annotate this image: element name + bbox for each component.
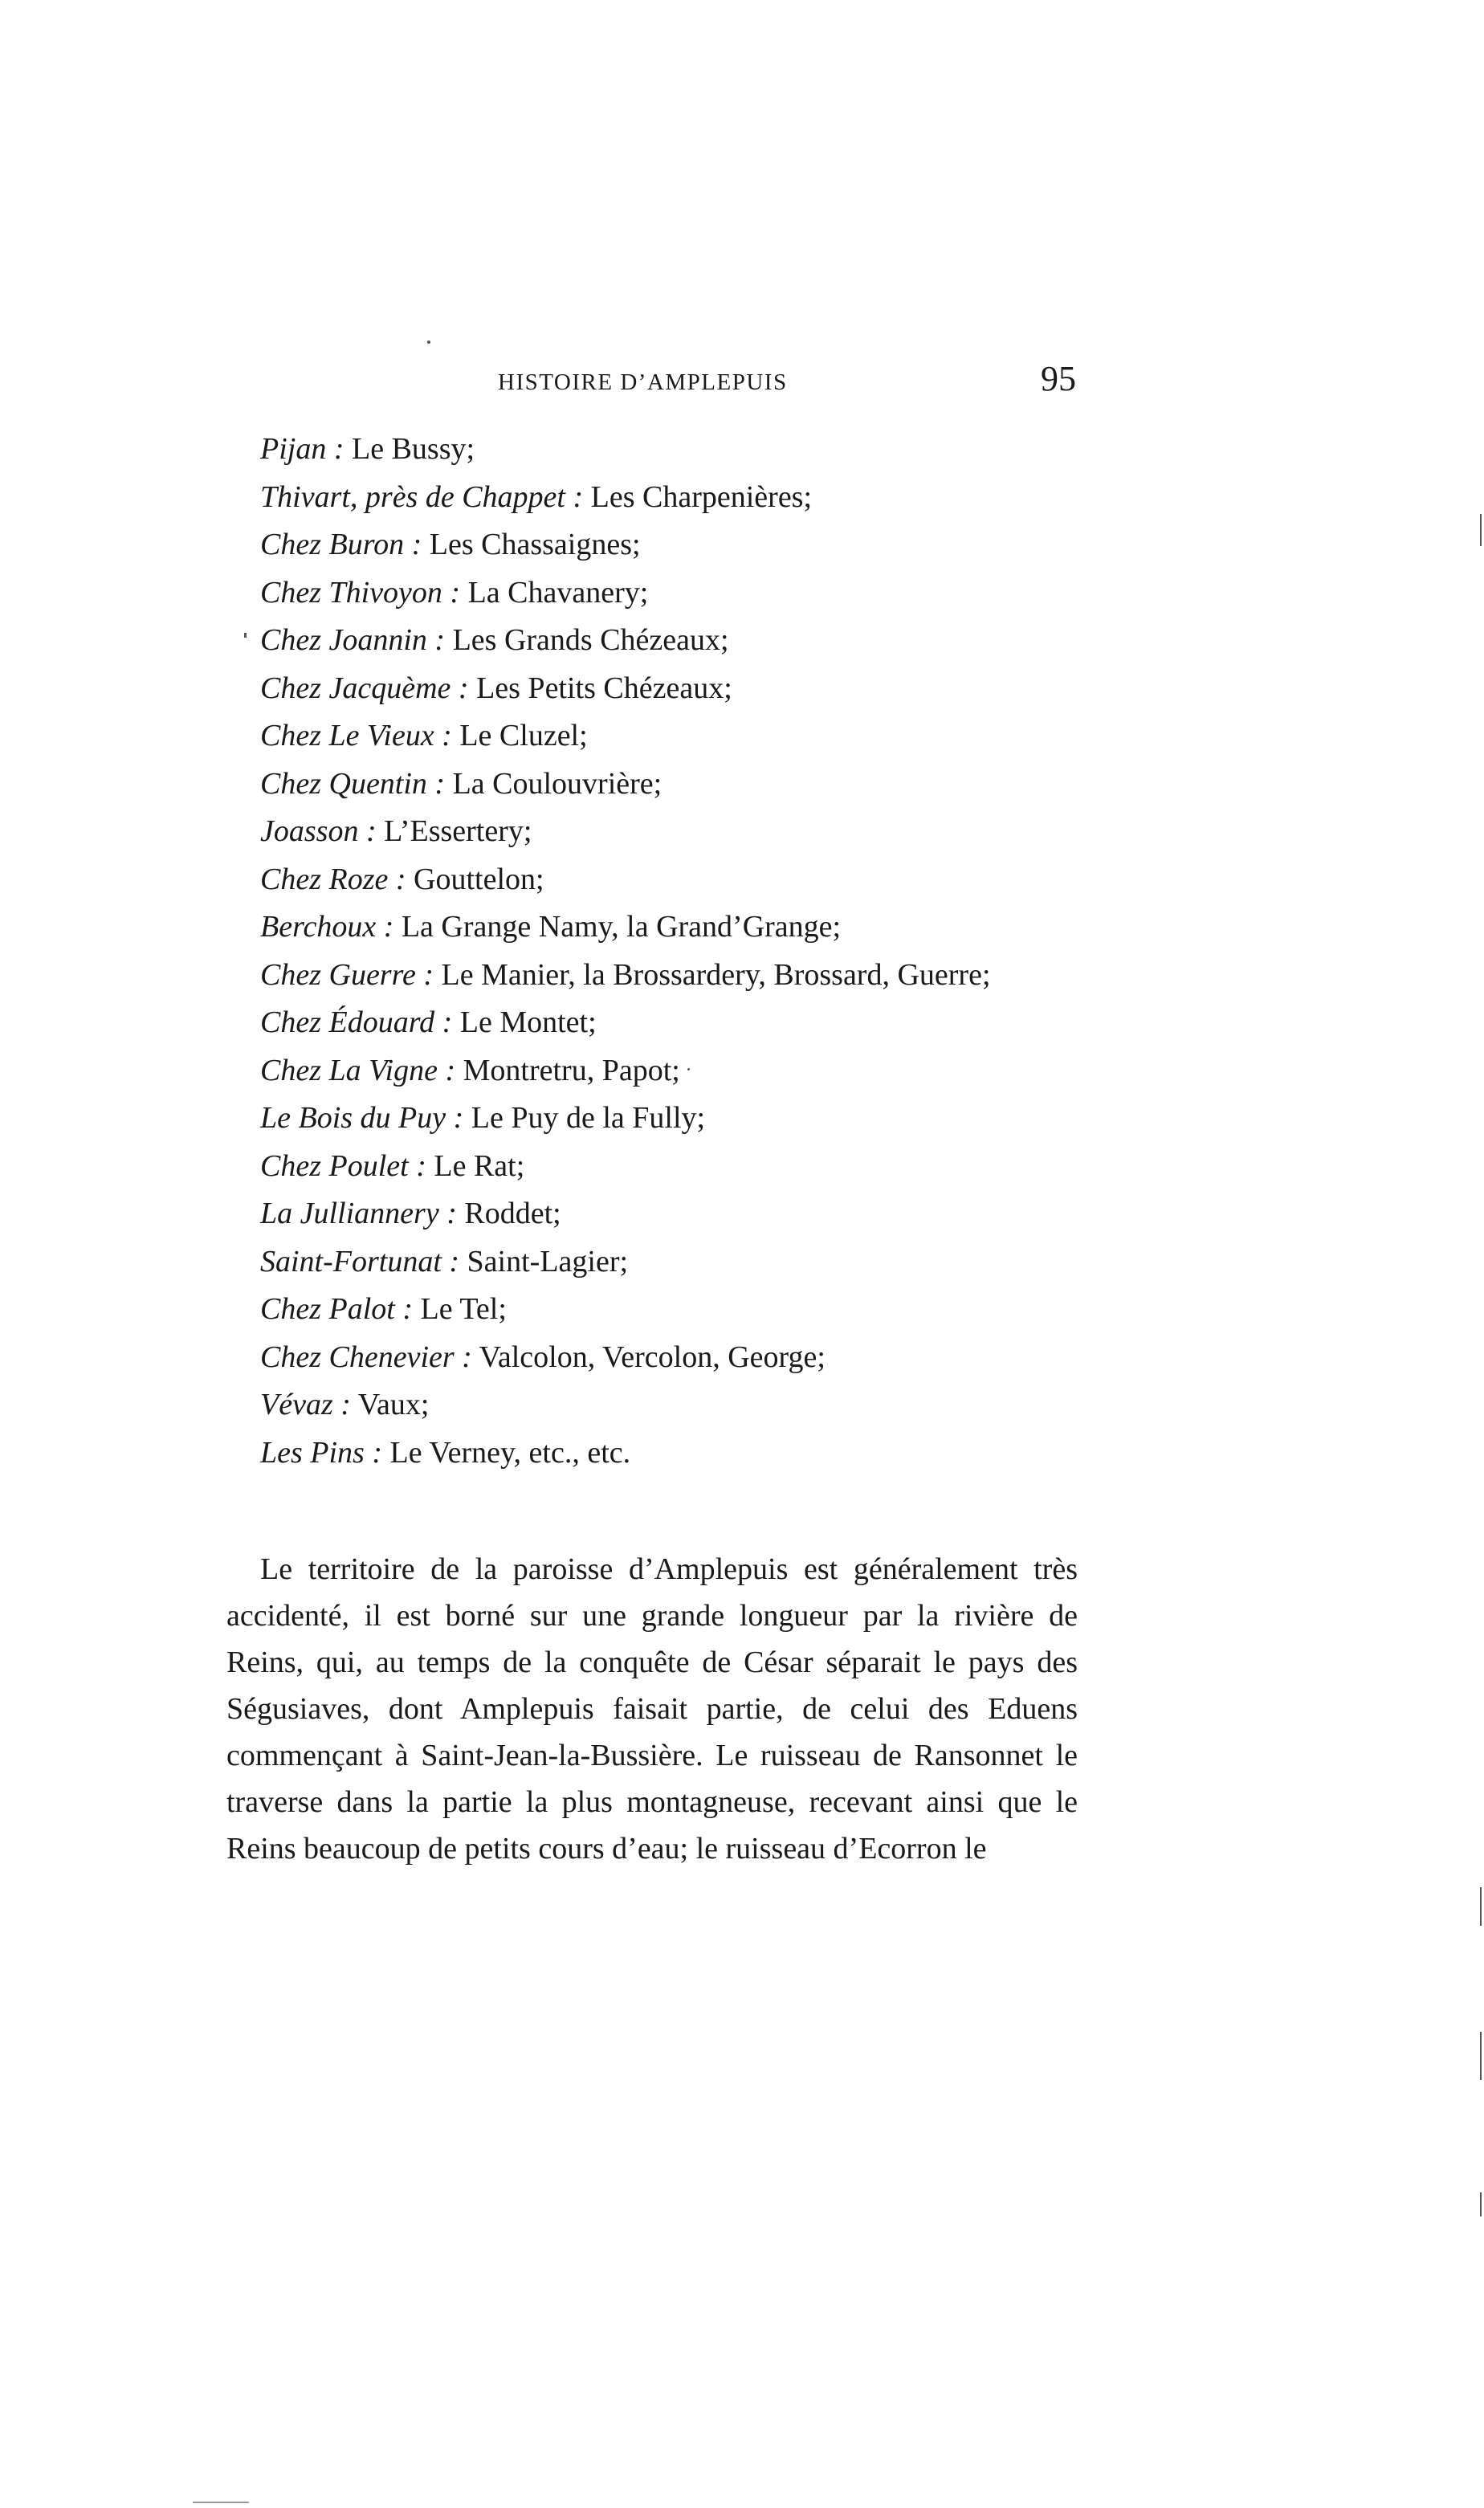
scan-speck xyxy=(427,341,430,344)
entry-place: La Grange Namy, la Grand’Grange; xyxy=(401,910,842,944)
list-item xyxy=(226,761,1086,809)
entry-name: Les Pins : xyxy=(260,1435,382,1470)
entry-name: Pijan : xyxy=(260,432,344,466)
list-item xyxy=(226,474,1086,522)
body-paragraph: Le territoire de la paroisse d’Amplepuis est généralement très accidenté, il est borné sur une grande longueur par la rivière de Reins, qui, au temps de la conquête de César séparait le pays des Ségusiaves, dont Amplepuis faisait partie, de celui des Eduens commençant à Saint-Jean-la-Bussière. Le ruisseau de Ransonnet le traverse dans la partie la plus montagneuse, recevant ainsi que le Reins beaucoup de petits cours d’eau; le ruisseau d’Ecorron le xyxy=(226,1552,1078,1866)
entry-place: Saint-Lagier; xyxy=(467,1244,629,1278)
entry-name: Chez Le Vieux : xyxy=(260,719,452,752)
entry-place: Le Manier, la Brossardery, Brossard, Guerre; xyxy=(441,957,991,992)
entry-place: L’Essertery; xyxy=(384,814,532,848)
list-item xyxy=(226,808,1086,856)
list-item xyxy=(226,1143,1086,1191)
scan-speck xyxy=(687,1068,690,1070)
list-item xyxy=(226,569,1086,618)
entry-place: Les Chassaignes; xyxy=(429,528,641,561)
running-title: HISTOIRE D’AMPLEPUIS xyxy=(498,369,788,395)
entry-place: Valcolon, Vercolon, George; xyxy=(479,1340,826,1374)
list-item xyxy=(226,712,1086,761)
entry-name: La Julliannery : xyxy=(260,1197,457,1230)
list-item xyxy=(226,1095,1086,1143)
entry-name: Thivart, près de Chappet : xyxy=(260,479,584,514)
scan-edge-line xyxy=(193,2502,249,2503)
margin-mark xyxy=(1480,2192,1482,2216)
entry-place: Vaux; xyxy=(357,1388,430,1421)
list-item xyxy=(226,1190,1086,1238)
list-item xyxy=(226,1238,1086,1287)
list-item xyxy=(226,521,1086,569)
list-item xyxy=(226,1381,1086,1429)
entry-name: Joasson : xyxy=(260,814,377,848)
entry-place: Le Bussy; xyxy=(351,432,475,466)
page-header xyxy=(498,358,1092,414)
list-item xyxy=(226,617,1086,665)
entry-name: Saint-Fortunat : xyxy=(260,1244,460,1278)
entry-name: Chez Poulet : xyxy=(260,1148,426,1183)
entry-name: Chez Quentin : xyxy=(260,766,446,801)
entry-name: Chez Joannin : xyxy=(260,623,446,657)
entry-name: Le Bois du Puy : xyxy=(260,1101,464,1135)
scan-speck xyxy=(244,633,247,638)
list-item xyxy=(226,856,1086,904)
entry-name: Vévaz : xyxy=(260,1388,351,1421)
entry-place: Les Charpenières; xyxy=(590,479,813,514)
place-name-list xyxy=(226,426,1086,1477)
entry-place: Les Petits Chézeaux; xyxy=(476,671,732,705)
entry-place: Le Rat; xyxy=(434,1148,525,1183)
margin-mark xyxy=(1480,514,1482,546)
entry-place: Le Montet; xyxy=(459,1005,597,1039)
margin-mark xyxy=(1480,2032,1482,2080)
list-item xyxy=(226,1047,1086,1095)
entry-place: La Chavanery; xyxy=(467,575,649,610)
entry-name: Chez Jacquème : xyxy=(260,671,469,705)
entry-place: Le Cluzel; xyxy=(459,719,588,752)
entry-place: La Coulouvrière; xyxy=(452,766,662,801)
list-item xyxy=(226,999,1086,1047)
list-item xyxy=(226,665,1086,713)
entry-place: Gouttelon; xyxy=(414,862,544,896)
entry-name: Chez La Vigne : xyxy=(260,1053,456,1087)
list-item xyxy=(226,903,1086,952)
list-item xyxy=(226,952,1086,1000)
entry-name: Chez Édouard : xyxy=(260,1005,453,1039)
entry-place: Roddet; xyxy=(464,1197,561,1230)
margin-mark xyxy=(1480,1887,1482,1926)
list-item xyxy=(226,1429,1086,1478)
entry-name: Chez Roze : xyxy=(260,862,406,896)
entry-place: Les Grands Chézeaux; xyxy=(452,623,729,657)
entry-name: Chez Guerre : xyxy=(260,957,434,992)
list-item xyxy=(226,1286,1086,1334)
entry-name: Chez Palot : xyxy=(260,1292,413,1326)
entry-name: Chez Thivoyon : xyxy=(260,575,461,610)
entry-place: Montretru, Papot; xyxy=(463,1053,680,1087)
entry-place: Le Puy de la Fully; xyxy=(471,1101,706,1135)
entry-name: Berchoux : xyxy=(260,910,394,944)
entry-place: Le Tel; xyxy=(420,1292,507,1326)
list-item xyxy=(226,426,1086,474)
list-item xyxy=(226,1334,1086,1382)
entry-place: Le Verney, etc., etc. xyxy=(389,1435,631,1470)
page-number: 95 xyxy=(1041,359,1076,398)
entry-name: Chez Chenevier : xyxy=(260,1340,472,1374)
entry-name: Chez Buron : xyxy=(260,528,422,561)
